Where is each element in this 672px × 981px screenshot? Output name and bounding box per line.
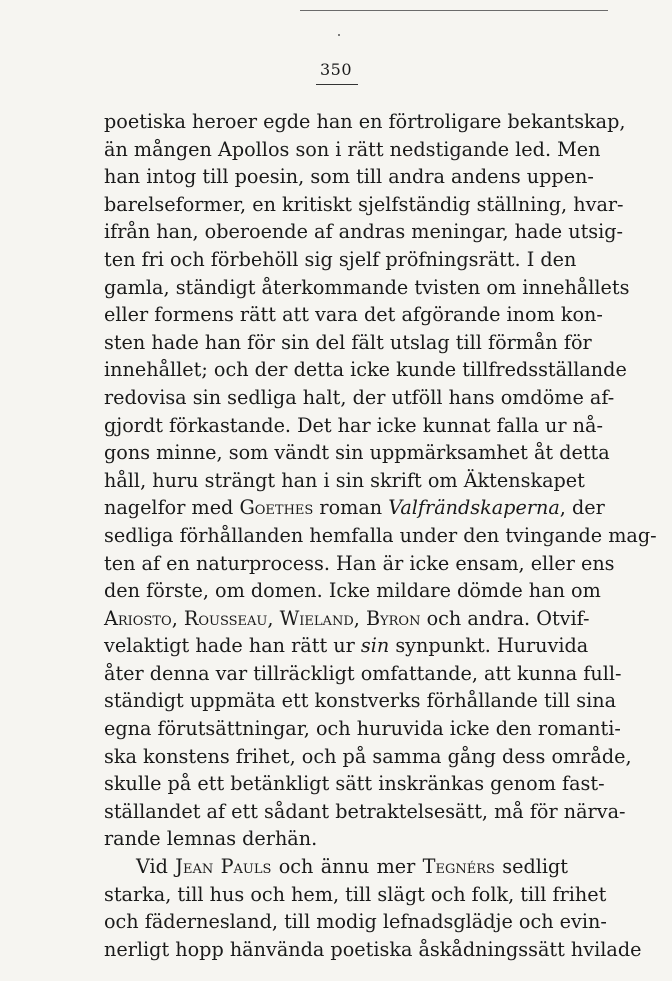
text-line	[104, 577, 601, 605]
text-run: nagelfor med	[104, 496, 240, 520]
text-run: ,	[171, 606, 184, 630]
text-run: den förste, om domen. Icke mildare dömde han om	[104, 579, 601, 603]
text-line	[104, 218, 624, 246]
text-run: poetiska heroer egde han en förtroligare bekantskap,	[104, 110, 626, 133]
text-line	[104, 605, 590, 633]
text-line	[104, 246, 577, 274]
text-run: sten hade han för sin del fält utslag till förmån för	[104, 330, 592, 354]
text-line	[104, 163, 594, 191]
text-run: ,	[353, 606, 366, 630]
text-run: roman	[313, 496, 389, 520]
text-run: eller formens rätt att vara det afgörande inom kon-	[104, 303, 603, 327]
text-line	[104, 798, 626, 826]
text-run: ställandet af ett sådant betraktelsesätt, må för närva-	[104, 799, 626, 823]
proper-name: Tegnérs	[422, 855, 495, 879]
text-run: och ännu mer	[271, 855, 423, 879]
text-run: sedliga förhållanden hemfalla under den tvingande mag-	[104, 523, 657, 547]
text-run: han intog till poesin, som till andra andens uppen-	[104, 165, 594, 189]
text-line	[104, 908, 607, 936]
text-line	[104, 356, 627, 384]
text-run: starka, till hus och hem, till slägt och folk, till frihet	[104, 882, 607, 906]
proper-name: Wieland	[279, 606, 354, 630]
text-run: ,	[267, 606, 280, 630]
text-run: innehållet; och der detta icke kunde tillfredsställande	[104, 358, 627, 382]
text-run: skulle på ett betänkligt sätt inskränkas genom fast-	[104, 772, 605, 796]
text-line	[104, 550, 615, 578]
proper-name: Jean Pauls	[175, 855, 272, 879]
text-run: åter denna var tillräckligt omfattande, att kunna full-	[104, 661, 622, 685]
text-run: egna förutsättningar, och huruvida icke den romanti-	[104, 717, 621, 741]
proper-name: Ariosto	[104, 606, 172, 630]
text-run: gjordt förkastande. Det har icke kunnat falla ur nå-	[104, 413, 603, 437]
text-line	[104, 412, 603, 440]
text-line	[104, 384, 615, 412]
text-run: rande lemnas derhän.	[104, 827, 318, 851]
italic-text: Valfrändskaperna	[388, 496, 560, 520]
text-line	[104, 881, 607, 909]
top-border-rule	[300, 10, 608, 11]
text-line	[104, 632, 589, 660]
body-text	[104, 108, 657, 963]
text-line	[104, 743, 632, 771]
text-run: än mången Apollos son i rätt nedstigande led. Men	[104, 137, 601, 161]
italic-text: sin	[360, 634, 390, 658]
text-run: synpunkt. Huruvida	[389, 634, 589, 658]
text-line	[104, 108, 626, 136]
print-speck	[338, 34, 340, 36]
text-run: och andra. Otvif-	[420, 606, 590, 630]
proper-name: Goethes	[239, 496, 314, 520]
text-line	[104, 687, 617, 715]
text-run: ten fri och förbehöll sig sjelf pröfningsrätt. I den	[104, 247, 577, 271]
text-line	[104, 467, 585, 495]
text-line	[104, 853, 568, 881]
text-line	[104, 936, 642, 964]
page-number: 350	[319, 60, 353, 79]
text-run: håll, huru strängt han i sin skrift om Äktenskapet	[104, 468, 585, 492]
page-number-underline	[316, 84, 358, 85]
proper-name: Byron	[365, 606, 421, 630]
text-run: nerligt hopp hänvända poetiska åskådningssätt hvilade	[104, 937, 642, 961]
text-run: ständigt uppmäta ett konstverks förhållande till sina	[104, 689, 617, 713]
text-run: gons minne, som vändt sin uppmärksamhet åt detta	[104, 441, 610, 465]
text-line	[104, 660, 622, 688]
text-run: velaktigt hade han rätt ur	[104, 634, 361, 658]
text-run: ska konstens frihet, och på samma gång dess område,	[104, 744, 632, 768]
text-run: , der	[559, 496, 605, 520]
text-run: sedligt	[494, 855, 569, 879]
text-run: och fädernesland, till modig lefnadsglädje och evin-	[104, 910, 607, 934]
text-line	[104, 715, 621, 743]
text-line	[104, 825, 568, 853]
proper-name: Rousseau	[183, 606, 268, 630]
text-run: Vid	[136, 855, 176, 879]
text-line	[104, 439, 610, 467]
text-run: ifrån han, oberoende af andras meningar, hade utsig-	[104, 220, 624, 244]
text-line	[104, 301, 603, 329]
text-run: redovisa sin sedliga halt, der utföll hans omdöme af-	[104, 385, 615, 409]
text-line	[104, 522, 657, 550]
text-line	[104, 274, 630, 302]
text-line	[104, 136, 601, 164]
text-line	[104, 191, 624, 219]
text-run: ten af en naturprocess. Han är icke ensam, eller ens	[104, 551, 615, 575]
text-line	[104, 770, 605, 798]
text-run: barelseformer, en kritiskt sjelfständig ställning, hvar-	[104, 192, 624, 216]
text-line	[104, 329, 592, 357]
text-run: gamla, ständigt återkommande tvisten om innehållets	[104, 275, 630, 299]
text-line	[104, 494, 605, 522]
